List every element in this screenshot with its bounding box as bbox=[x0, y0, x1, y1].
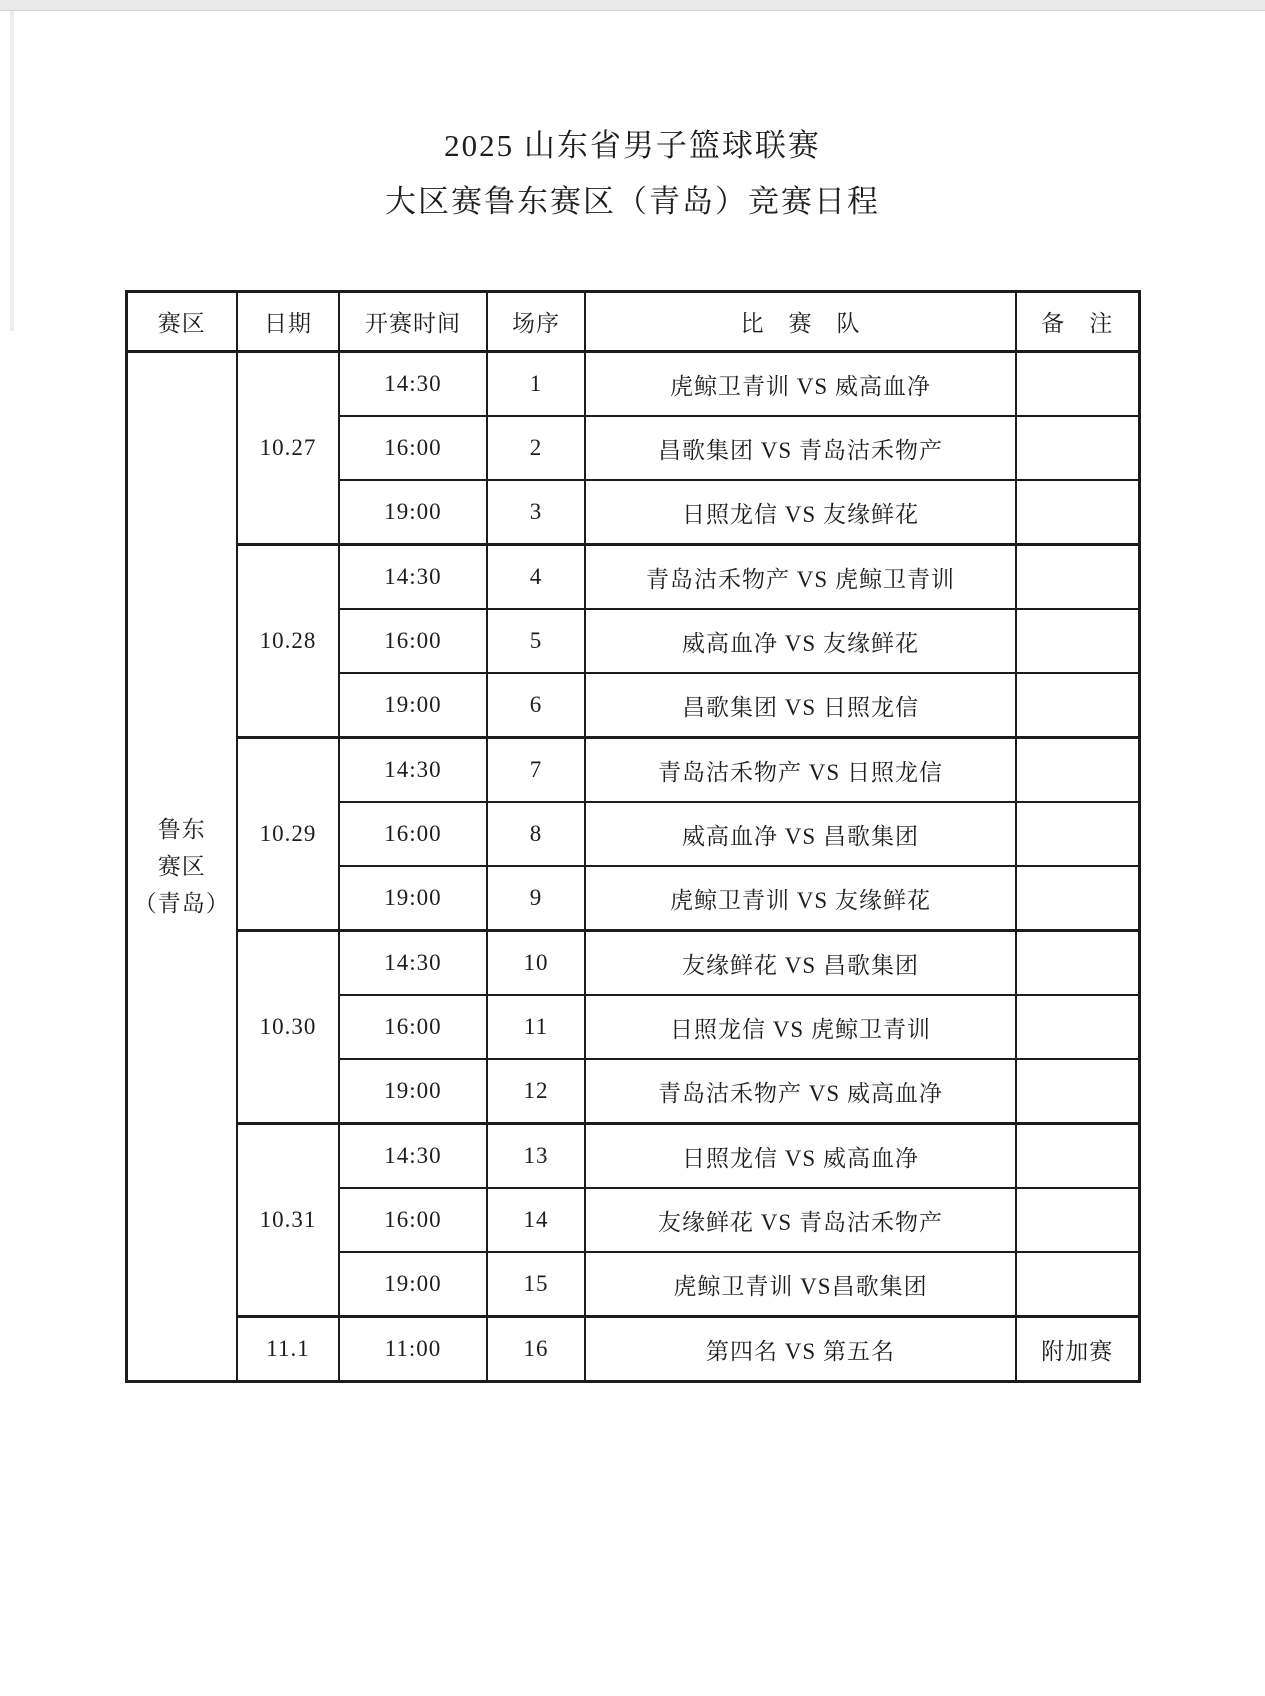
table-row bbox=[126, 931, 1139, 996]
seq-cell: 15 bbox=[487, 1252, 585, 1317]
match-cell: 第四名 VS 第五名 bbox=[585, 1317, 1016, 1382]
seq-cell: 8 bbox=[487, 802, 585, 866]
remark-cell bbox=[1016, 1124, 1139, 1189]
date-cell: 11.1 bbox=[237, 1317, 339, 1382]
header-time: 开赛时间 bbox=[339, 292, 487, 352]
remark-cell bbox=[1016, 545, 1139, 610]
header-date: 日期 bbox=[237, 292, 339, 352]
remark-cell bbox=[1016, 416, 1139, 480]
table-row bbox=[126, 738, 1139, 803]
match-cell: 昌歌集团 VS 日照龙信 bbox=[585, 673, 1016, 738]
seq-cell: 2 bbox=[487, 416, 585, 480]
region-line: 鲁东 bbox=[157, 817, 206, 842]
match-cell: 友缘鲜花 VS 青岛沽禾物产 bbox=[585, 1188, 1016, 1252]
time-cell: 14:30 bbox=[339, 1124, 487, 1189]
header-remark: 备 注 bbox=[1016, 292, 1139, 352]
seq-cell: 3 bbox=[487, 480, 585, 545]
match-cell: 虎鲸卫青训 VS 威高血净 bbox=[585, 352, 1016, 417]
seq-cell: 7 bbox=[487, 738, 585, 803]
seq-cell: 6 bbox=[487, 673, 585, 738]
seq-cell: 9 bbox=[487, 866, 585, 931]
match-cell: 昌歌集团 VS 青岛沽禾物产 bbox=[585, 416, 1016, 480]
schedule-table bbox=[125, 290, 1141, 1383]
table-row bbox=[126, 1317, 1139, 1382]
time-cell: 16:00 bbox=[339, 609, 487, 673]
date-cell: 10.28 bbox=[237, 545, 339, 738]
header-seq: 场序 bbox=[487, 292, 585, 352]
match-cell: 青岛沽禾物产 VS 虎鲸卫青训 bbox=[585, 545, 1016, 610]
date-cell: 10.27 bbox=[237, 352, 339, 545]
seq-cell: 1 bbox=[487, 352, 585, 417]
seq-cell: 16 bbox=[487, 1317, 585, 1382]
header-region: 赛区 bbox=[126, 292, 237, 352]
page-title: 2025 山东省男子篮球联赛 bbox=[444, 128, 821, 163]
time-cell: 14:30 bbox=[339, 352, 487, 417]
match-cell: 青岛沽禾物产 VS 日照龙信 bbox=[585, 738, 1016, 803]
page-top-edge bbox=[0, 0, 1265, 11]
header-row bbox=[126, 292, 1139, 352]
match-cell: 威高血净 VS 昌歌集团 bbox=[585, 802, 1016, 866]
match-cell: 青岛沽禾物产 VS 威高血净 bbox=[585, 1059, 1016, 1124]
date-cell: 10.30 bbox=[237, 931, 339, 1124]
seq-cell: 10 bbox=[487, 931, 585, 996]
time-cell: 16:00 bbox=[339, 802, 487, 866]
header-teams: 比 赛 队 bbox=[585, 292, 1016, 352]
match-cell: 日照龙信 VS 友缘鲜花 bbox=[585, 480, 1016, 545]
table-row bbox=[126, 1124, 1139, 1189]
table-row bbox=[126, 352, 1139, 417]
match-cell: 虎鲸卫青训 VS昌歌集团 bbox=[585, 1252, 1016, 1317]
seq-cell: 12 bbox=[487, 1059, 585, 1124]
remark-cell bbox=[1016, 1059, 1139, 1124]
time-cell: 16:00 bbox=[339, 416, 487, 480]
seq-cell: 11 bbox=[487, 995, 585, 1059]
time-cell: 16:00 bbox=[339, 995, 487, 1059]
time-cell: 14:30 bbox=[339, 931, 487, 996]
remark-cell bbox=[1016, 1252, 1139, 1317]
page-left-edge bbox=[10, 11, 14, 331]
seq-cell: 5 bbox=[487, 609, 585, 673]
remark-cell bbox=[1016, 995, 1139, 1059]
remark-cell bbox=[1016, 931, 1139, 996]
time-cell: 14:30 bbox=[339, 545, 487, 610]
page-subtitle: 大区赛鲁东赛区（青岛）竞赛日程 bbox=[385, 184, 880, 219]
time-cell: 11:00 bbox=[339, 1317, 487, 1382]
match-cell: 威高血净 VS 友缘鲜花 bbox=[585, 609, 1016, 673]
seq-cell: 14 bbox=[487, 1188, 585, 1252]
time-cell: 19:00 bbox=[339, 866, 487, 931]
match-cell: 虎鲸卫青训 VS 友缘鲜花 bbox=[585, 866, 1016, 931]
match-cell: 友缘鲜花 VS 昌歌集团 bbox=[585, 931, 1016, 996]
region-line: 赛区 bbox=[157, 854, 206, 879]
remark-cell bbox=[1016, 352, 1139, 417]
time-cell: 14:30 bbox=[339, 738, 487, 803]
time-cell: 19:00 bbox=[339, 1252, 487, 1317]
date-cell: 10.31 bbox=[237, 1124, 339, 1317]
seq-cell: 4 bbox=[487, 545, 585, 610]
time-cell: 16:00 bbox=[339, 1188, 487, 1252]
time-cell: 19:00 bbox=[339, 480, 487, 545]
remark-cell: 附加赛 bbox=[1016, 1317, 1139, 1382]
remark-cell bbox=[1016, 1188, 1139, 1252]
region-line: （青岛） bbox=[133, 891, 230, 916]
date-cell: 10.29 bbox=[237, 738, 339, 931]
remark-cell bbox=[1016, 673, 1139, 738]
remark-cell bbox=[1016, 802, 1139, 866]
match-cell: 日照龙信 VS 威高血净 bbox=[585, 1124, 1016, 1189]
remark-cell bbox=[1016, 738, 1139, 803]
remark-cell bbox=[1016, 609, 1139, 673]
time-cell: 19:00 bbox=[339, 1059, 487, 1124]
remark-cell bbox=[1016, 866, 1139, 931]
seq-cell: 13 bbox=[487, 1124, 585, 1189]
time-cell: 19:00 bbox=[339, 673, 487, 738]
remark-cell bbox=[1016, 480, 1139, 545]
match-cell: 日照龙信 VS 虎鲸卫青训 bbox=[585, 995, 1016, 1059]
table-row bbox=[126, 545, 1139, 610]
region-cell bbox=[126, 352, 237, 1382]
